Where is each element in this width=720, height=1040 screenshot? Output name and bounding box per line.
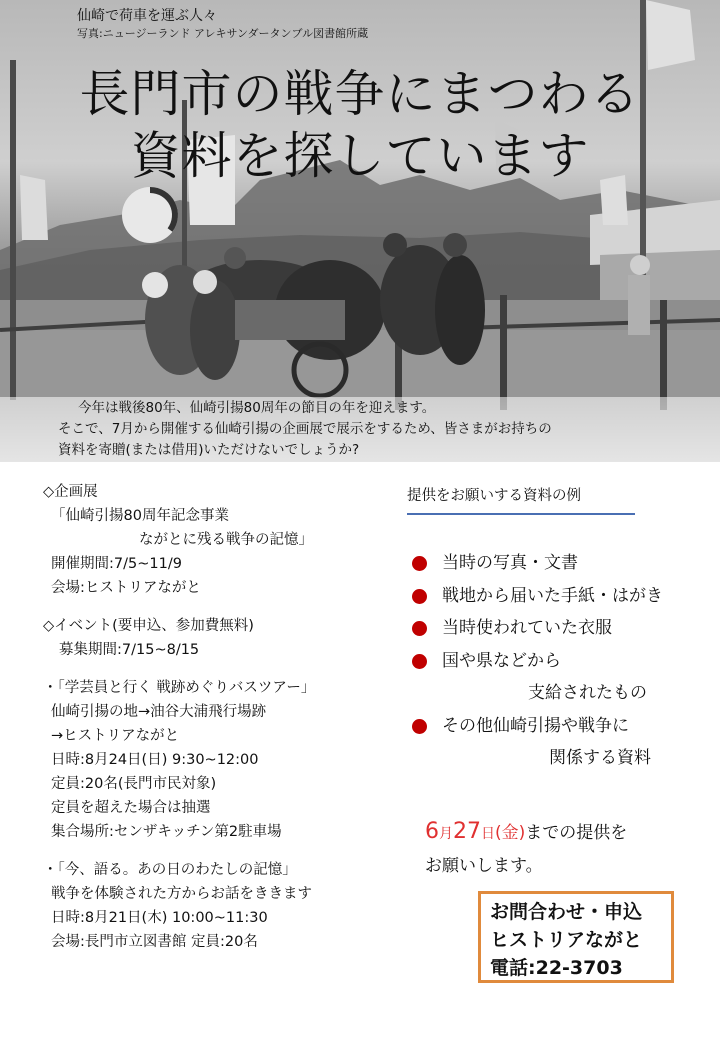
- material-item-label: その他仙崎引揚や戦争に: [442, 715, 629, 736]
- materials-heading: 提供をお願いする資料の例: [407, 484, 635, 515]
- hero-photo: [0, 0, 720, 462]
- material-item-label: 関係する資料: [549, 748, 651, 768]
- event-heading: ◇イベント(要申込、参加費無料): [43, 618, 254, 634]
- list-item: [412, 645, 712, 678]
- list-item-continuation: [412, 742, 712, 775]
- exhibit-heading: ◇企画展: [43, 484, 98, 500]
- page-title-line1: 長門市の戦争にまつわる: [79, 65, 641, 123]
- page-title-line2: 資料を探しています: [130, 127, 590, 185]
- exhibit-name-line1: 「仙崎引揚80周年記念事業: [51, 508, 229, 524]
- exhibit-period: 開催期間:7/5~11/9: [51, 556, 182, 572]
- tour-capacity: 定員:20名(長門市民対象): [51, 776, 217, 792]
- talk-venue-capacity: 会場:長門市立図書館 定員:20名: [51, 934, 258, 950]
- deadline-notice: [425, 816, 627, 882]
- list-item: [412, 580, 712, 613]
- materials-list: [412, 547, 712, 775]
- red-bullet-icon: [412, 719, 427, 734]
- tour-route1: 仙崎引揚の地→油谷大浦飛行場跡: [51, 704, 267, 720]
- material-item-label: 当時の写真・文書: [442, 553, 578, 573]
- exhibit-name-line2: ながとに残る戦争の記憶」: [139, 532, 313, 548]
- material-item-label: 戦地から届いた手紙・はがき: [442, 585, 663, 606]
- tour-lottery: 定員を超えた場合は抽選: [51, 800, 211, 816]
- material-item-label: 支給されたもの: [528, 683, 647, 703]
- talk-date: 日時:8月21日(木) 10:00~11:30: [51, 910, 268, 926]
- deadline-month: 6: [425, 819, 439, 844]
- intro-text-band: [0, 397, 720, 462]
- deadline-day-unit: 日: [481, 826, 495, 842]
- photo-caption-credit: 写真:ニュージーランド アレキサンダータンブル図書館所蔵: [77, 27, 369, 40]
- material-item-label: 当時使われていた衣服: [442, 618, 612, 638]
- red-bullet-icon: [412, 654, 427, 669]
- deadline-month-unit: 月: [439, 826, 453, 842]
- contact-box: [478, 891, 674, 983]
- list-item-continuation: [412, 677, 712, 710]
- tour-date: 日時:8月24日(日) 9:30~12:00: [51, 752, 259, 768]
- talk-desc: 戦争を体験された方からお話をききます: [51, 886, 312, 902]
- list-item: [412, 612, 712, 645]
- red-bullet-icon: [412, 589, 427, 604]
- intro-line2: そこで、7月から開催する仙崎引揚の企画展で展示をするため、皆さまがお持ちの: [58, 421, 552, 437]
- red-bullet-icon: [412, 556, 427, 571]
- exhibit-venue: 会場:ヒストリアながと: [51, 580, 201, 596]
- contact-line1: お問合わせ・申込: [490, 901, 643, 923]
- list-item: [412, 710, 712, 743]
- event-period: 募集期間:7/15~8/15: [59, 642, 200, 658]
- contact-phone: 電話:22-3703: [490, 957, 623, 979]
- talk-title: ・「今、語る。あの日のわたしの記憶」: [43, 862, 297, 878]
- deadline-text1: までの提供を: [525, 823, 628, 843]
- material-item-label: 国や県などから: [442, 650, 561, 671]
- deadline-weekday: (金): [495, 823, 526, 843]
- red-bullet-icon: [412, 621, 427, 636]
- contact-line2: ヒストリアながと: [490, 929, 643, 951]
- event-info-column: [43, 480, 373, 954]
- deadline-text2: お願いします。: [425, 856, 543, 876]
- tour-title: ・「学芸員と行く 戦跡めぐりバスツアー」: [43, 680, 316, 696]
- tour-route2: →ヒストリアながと: [51, 728, 180, 744]
- photo-caption-title: 仙崎で荷車を運ぶ人々: [77, 8, 217, 24]
- intro-line3: 資料を寄贈(または借用)いただけないでしょうか?: [58, 442, 360, 458]
- intro-line1: 今年は戦後80年、仙崎引揚80周年の節目の年を迎えます。: [78, 400, 436, 416]
- tour-meeting: 集合場所:センザキッチン第2駐車場: [51, 824, 282, 840]
- deadline-day: 27: [453, 819, 481, 844]
- list-item: [412, 547, 712, 580]
